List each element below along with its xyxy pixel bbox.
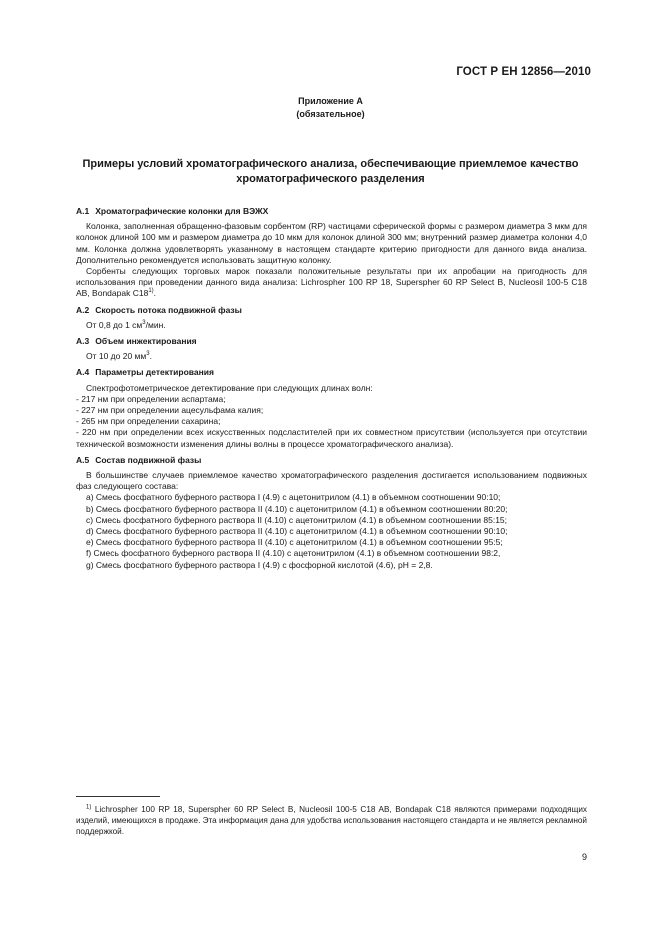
list-item: g) Смесь фосфатного буферного раствора I (4.9) с фосфорной кислотой (4.6), pH = 2,8.	[86, 559, 433, 570]
list-item: - 227 нм при определении ацесульфама калия;	[76, 405, 264, 416]
list-item: - 217 нм при определении аспартама;	[76, 393, 226, 404]
superscript: 3	[142, 320, 146, 326]
section-number: А.3	[76, 336, 90, 347]
section-a1-paragraph-1: Колонка, заполненная обращенно-фазовым сорбентом (RP) частицами сферической формы с размером диаметра 3 мкм для колонок длиной 100 мм и размером диаметра до 10 мкм для колонок длиной 300 мм; внутренний размер диаметра колонки 4,0 мм. Колонка должна удовлетворять указанному в настоящем стандарте критерию пригодности для данного вида анализа. Дополнительно рекомендуется использовать защитную колонку.	[76, 221, 587, 265]
section-title: Скорость потока подвижной фазы	[95, 304, 242, 315]
section-a4-heading	[76, 367, 587, 378]
footnote-reference[interactable]: 1)	[148, 288, 154, 295]
section-a4-intro: Спектрофотометрическое детектирование при следующих длинах волн:	[86, 382, 373, 393]
list-item: - 265 нм при определении сахарина;	[76, 416, 221, 427]
page-title: Примеры условий хроматографического анализа, обеспечивающие приемлемое качество хроматографического разделения	[82, 158, 579, 185]
list-item: - 220 нм при определении всех искусственных подсластителей при их совместном присутствии (используется при отсутствии технической возможности изменения длины волны в процессе хроматографического анализа).	[76, 427, 587, 449]
section-number: А.1	[76, 206, 90, 216]
section-a3-text	[76, 351, 587, 362]
section-title: Хроматографические колонки для ВЭЖХ	[95, 206, 269, 216]
section-a2-text	[76, 320, 587, 331]
section-a1-heading	[76, 206, 587, 217]
list-item: f) Смесь фосфатного буферного раствора II (4.10) с ацетонитрилом (4.1) в объемном соотношении 98:2,	[86, 548, 501, 559]
section-a3-heading	[76, 336, 587, 347]
section-a1-paragraph-2	[76, 266, 587, 300]
standard-code: ГОСТ Р ЕН 12856—2010	[456, 66, 591, 78]
section-a5-intro: В большинстве случаев приемлемое качество хроматографического разделения достигается использованием подвижных фаз следующего состава:	[76, 470, 587, 492]
section-number: А.4	[76, 367, 90, 378]
section-title: Параметры детектирования	[95, 367, 214, 378]
annex-status: (обязательное)	[296, 109, 365, 119]
section-title: Объем инжектирования	[95, 336, 197, 347]
footnote-text: Lichrospher 100 RP 18, Superspher 60 RP Select B, Nucleosil 100-5 C18 AB, Bondapak C18 являются примерами подходящих изделий, имеющихся в продаже. Эта информация дана для удобства использования настоящего стандарта и не является рекламной поддержкой.	[76, 805, 587, 837]
section-number: А.5	[76, 454, 90, 465]
document-body	[76, 206, 587, 571]
flow-rate-unit: /мин.	[145, 319, 166, 330]
section-a2-heading	[76, 305, 587, 316]
injection-volume-end: .	[149, 351, 152, 362]
footnote	[76, 804, 587, 838]
paragraph-text: Сорбенты следующих торговых марок показали положительные результаты при их апробации на пригодность для использования при проведении данного вида анализа: Lichrospher 100 RP 18, Superspher 60 RP Select B, Nucleosil 100-5 C18 AB, Bondapak C18	[76, 266, 587, 299]
list-item: d) Смесь фосфатного буферного раствора II (4.10) с ацетонитрилом (4.1) в объемном соотношении 90:10;	[86, 526, 508, 537]
list-item: c) Смесь фосфатного буферного раствора II (4.10) с ацетонитрилом (4.1) в объемном соотношении 85:15;	[86, 514, 508, 525]
superscript: 3	[146, 351, 150, 358]
section-number: А.2	[76, 304, 90, 315]
annex-title: Приложение А	[298, 96, 363, 106]
list-item: b) Смесь фосфатного буферного раствора II (4.10) с ацетонитрилом (4.1) в объемном соотношении 80:20;	[86, 503, 508, 514]
paragraph-end: .	[153, 288, 157, 299]
page-number: 9	[581, 852, 587, 862]
injection-volume-text: От 10 до 20 мм	[86, 351, 147, 362]
footnote-mark: 1)	[86, 804, 92, 811]
annex-heading	[0, 95, 661, 121]
footnote-divider	[76, 796, 160, 797]
list-item: a) Смесь фосфатного буферного раствора I (4.9) с ацетонитрилом (4.1) в объемном соотношении 90:10;	[86, 492, 501, 503]
section-a5-heading	[76, 455, 587, 466]
flow-rate-text: От 0,8 до 1 см	[86, 319, 143, 330]
section-title: Состав подвижной фазы	[95, 454, 202, 465]
list-item: e) Смесь фосфатного буферного раствора II (4.10) с ацетонитрилом (4.1) в объемном соотношении 95:5;	[86, 537, 503, 548]
